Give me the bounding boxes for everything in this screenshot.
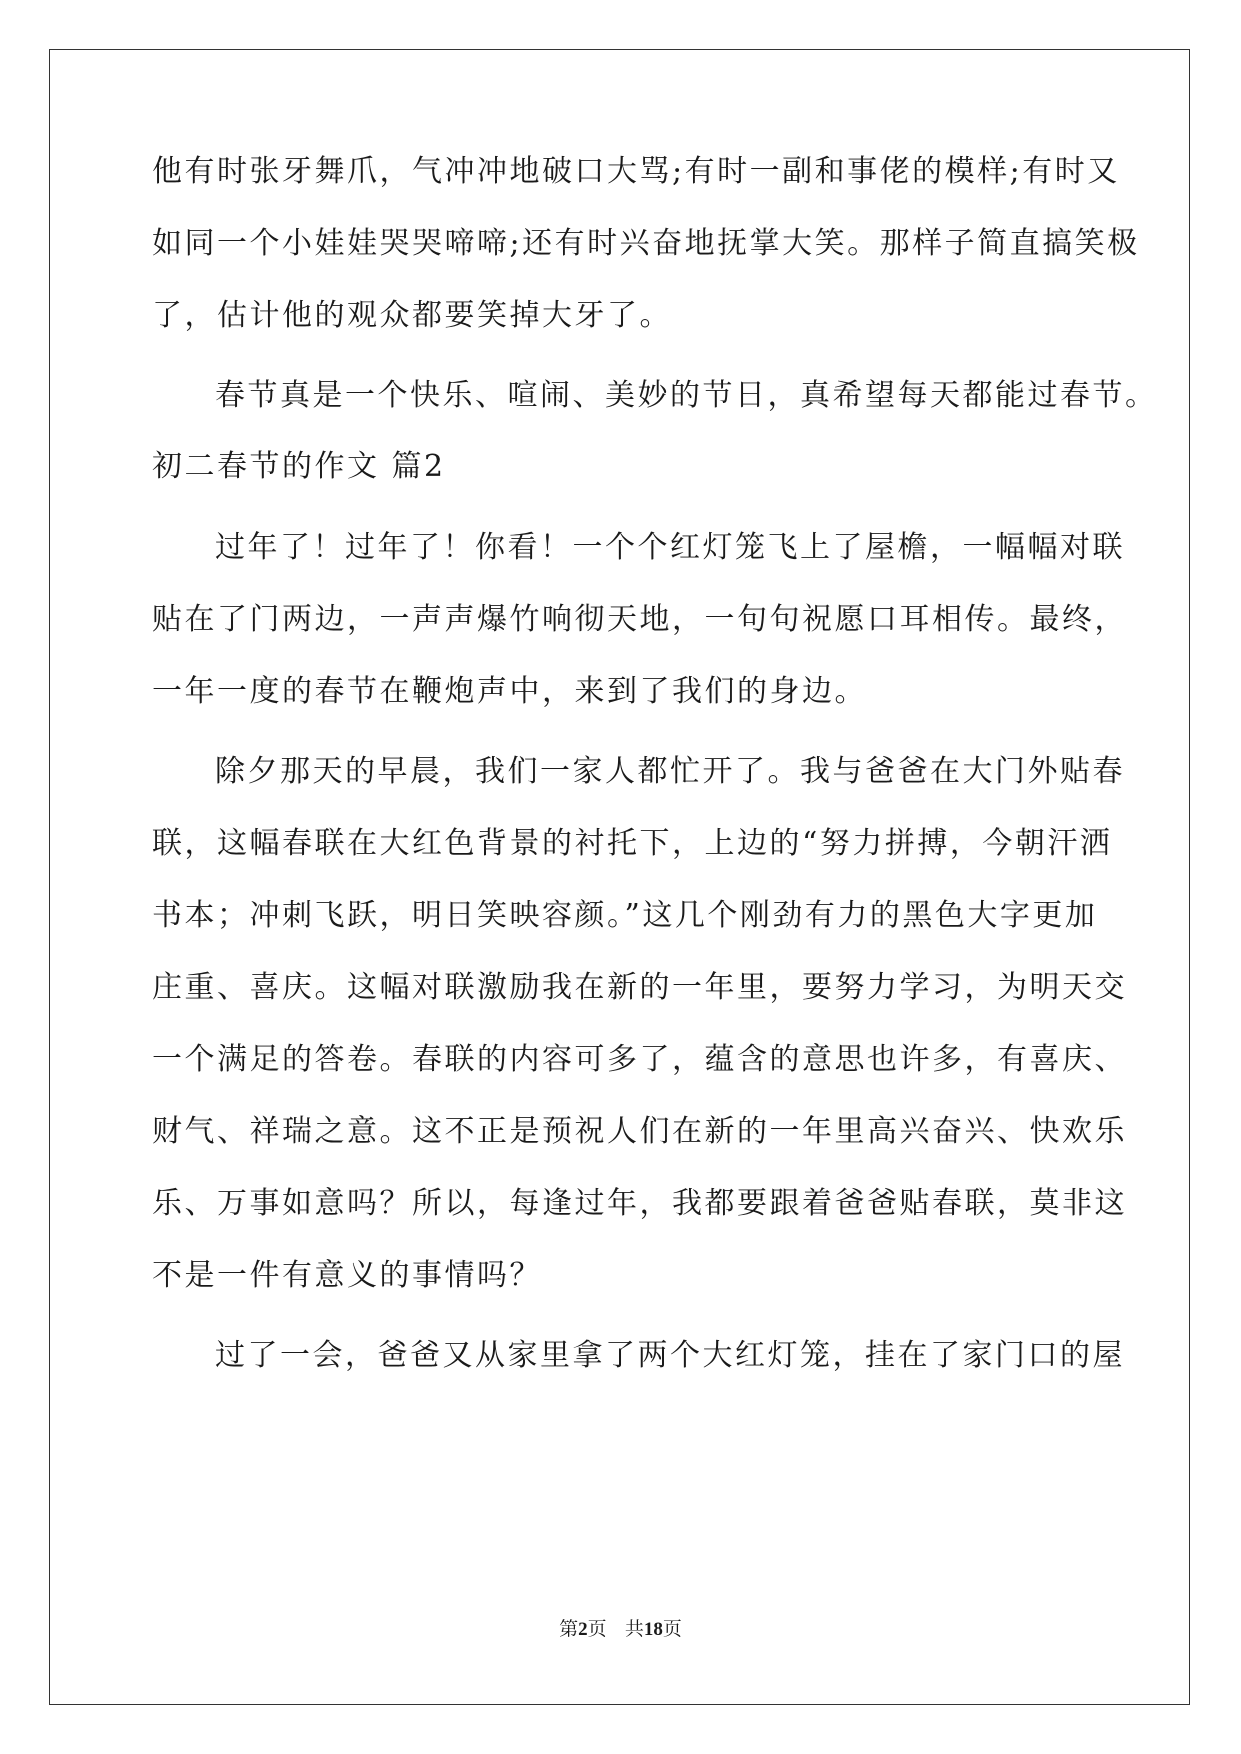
body-text-line: 如同一个小娃娃哭哭啼啼;还有时兴奋地抚掌大笑。那样子简直搞笑极 xyxy=(152,226,1140,261)
body-text-line: 一个满足的答卷。春联的内容可多了，蕴含的意思也许多，有喜庆、 xyxy=(152,1042,1127,1077)
body-text-line: 书本；冲刺飞跃，明日笑映容颜。”这几个刚劲有力的黑色大字更加 xyxy=(152,898,1098,933)
body-text-line: 财气、祥瑞之意。这不正是预祝人们在新的一年里高兴奋兴、快欢乐 xyxy=(152,1114,1127,1149)
total-page-count: 18 xyxy=(643,1619,663,1640)
footer-prefix: 第 xyxy=(559,1618,579,1640)
body-text-line: 贴在了门两边，一声声爆竹响彻天地，一句句祝愿口耳相传。最终， xyxy=(152,602,1127,637)
footer-page-suffix: 页 xyxy=(587,1618,607,1640)
footer-total-prefix: 共 xyxy=(624,1618,644,1640)
section-heading: 初二春节的作文 篇2 xyxy=(152,449,446,484)
body-text-line: 联，这幅春联在大红色背景的衬托下，上边的“努力拼搏，今朝汗洒 xyxy=(152,826,1113,861)
body-text-line: 不是一件有意义的事情吗？ xyxy=(152,1258,542,1293)
paragraph-start-line: 除夕那天的早晨，我们一家人都忙开了。我与爸爸在大门外贴春 xyxy=(215,754,1125,789)
paragraph-start-line: 过了一会，爸爸又从家里拿了两个大红灯笼，挂在了家门口的屋 xyxy=(215,1338,1125,1373)
footer-total-suffix: 页 xyxy=(662,1618,682,1640)
page-footer xyxy=(0,1617,1241,1642)
current-page-number: 2 xyxy=(578,1619,588,1640)
body-text-line: 了，估计他的观众都要笑掉大牙了。 xyxy=(152,298,672,333)
body-text-line: 一年一度的春节在鞭炮声中，来到了我们的身边。 xyxy=(152,674,867,709)
body-text-line: 乐、万事如意吗？所以，每逢过年，我都要跟着爸爸贴春联，莫非这 xyxy=(152,1186,1127,1221)
body-text-line: 庄重、喜庆。这幅对联激励我在新的一年里，要努力学习，为明天交 xyxy=(152,970,1127,1005)
paragraph-start-line: 春节真是一个快乐、喧闹、美妙的节日，真希望每天都能过春节。 xyxy=(215,378,1158,413)
footer-separator xyxy=(607,1618,625,1640)
paragraph-start-line: 过年了！过年了！你看！一个个红灯笼飞上了屋檐，一幅幅对联 xyxy=(215,530,1125,565)
body-text-line: 他有时张牙舞爪，气冲冲地破口大骂;有时一副和事佬的模样;有时又 xyxy=(152,154,1120,189)
